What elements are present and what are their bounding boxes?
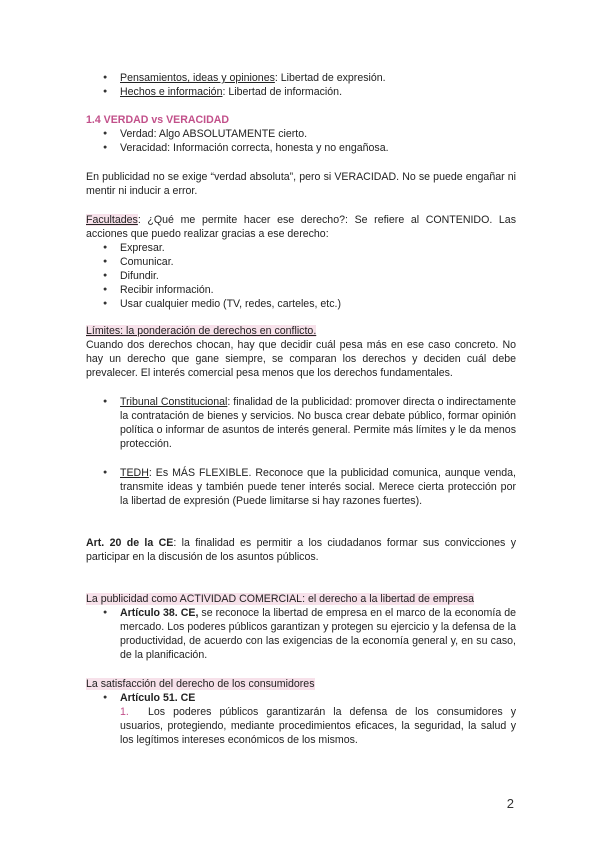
verdad-list [86, 127, 516, 155]
paragraph-facultades: Facultades: ¿Qué me permite hacer ese derecho?: Se refiere al CONTENIDO. Las acciones que puedo realizar gracias a ese derecho: [86, 214, 516, 240]
page-number: 2 [506, 796, 514, 811]
tribunal-list [86, 395, 516, 451]
list-item: ● Expresar. [86, 241, 516, 255]
list-item: ● TEDH: Es MÁS FLEXIBLE. Reconoce que la publicidad comunica, aunque venda, transmite ideas y también puede tener interés social. Merece cierta protección por la libertad de expresión (Puede limitarse si hay razones fuertes). [86, 466, 516, 508]
facultades-term: Facultades [86, 214, 138, 226]
paragraph-art20: Art. 20 de la CE: la finalidad es permitir a los ciudadanos formar sus convicciones y participar en la discusión de los asuntos públicos. [86, 537, 516, 563]
limites-heading: Límites: la ponderación de derechos en conflicto. [86, 325, 317, 337]
list-item: ● Tribunal Constitucional: finalidad de la publicidad: promover directa o indirectamente la contratación de bienes y servicios. No busca crear debate público, formar opinión política o informar de asuntos de interés general. Permite más límites y le da menos protección. [86, 395, 516, 451]
list-item: ● Difundir. [86, 269, 516, 283]
empresa-list [86, 606, 516, 662]
tedh-list [86, 466, 516, 508]
rights-list [86, 71, 516, 99]
section-heading-verdad: 1.4 VERDAD vs VERACIDAD [86, 114, 230, 126]
list-item: ● Verdad: Algo ABSOLUTAMENTE cierto. [86, 127, 516, 141]
paragraph-publicidad: En publicidad no se exige “verdad absoluta”, pero si VERACIDAD. No se puede engañar ni mentir ni inducir a error. [86, 171, 516, 197]
list-item: ● Pensamientos, ideas y opiniones: Libertad de expresión. [86, 71, 516, 85]
list-item: ● Hechos e información: Libertad de información. [86, 85, 516, 99]
list-item: ● Usar cualquier medio (TV, redes, carteles, etc.) [86, 297, 516, 311]
list-item: ● Veracidad: Información correcta, honesta y no engañosa. [86, 141, 516, 155]
list-item: ● Artículo 38. CE, se reconoce la libertad de empresa en el marco de la economía de mercado. Los poderes públicos garantizan y protegen su ejercicio y la defensa de la productividad, de acuerdo con las exigencias de la economía general y, en su caso, de la planificación. [86, 606, 516, 662]
consumidores-list [86, 691, 516, 705]
list-item: ● Recibir información. [86, 283, 516, 297]
list-item: ● Artículo 51. CE [86, 691, 516, 705]
paragraph-limites: Cuando dos derechos chocan, hay que decidir cuál pesa más en ese caso concreto. No hay un derecho que gane siempre, se comparan los derechos y deciden cuál debe prevalecer. El interés comercial pesa menos que los derechos fundamentales. [86, 339, 516, 379]
empresa-heading: La publicidad como ACTIVIDAD COMERCIAL: el derecho a la libertad de empresa [86, 593, 475, 605]
facultades-list [86, 241, 516, 311]
paragraph-art51: 1. Los poderes públicos garantizarán la defensa de los consumidores y usuarios, protegiendo, mediante procedimientos eficaces, la seguridad, la salud y los legítimos intereses económicos de los mismos. [120, 706, 516, 746]
list-item: ● Comunicar. [86, 255, 516, 269]
consumidores-heading: La satisfacción del derecho de los consumidores [86, 678, 315, 690]
